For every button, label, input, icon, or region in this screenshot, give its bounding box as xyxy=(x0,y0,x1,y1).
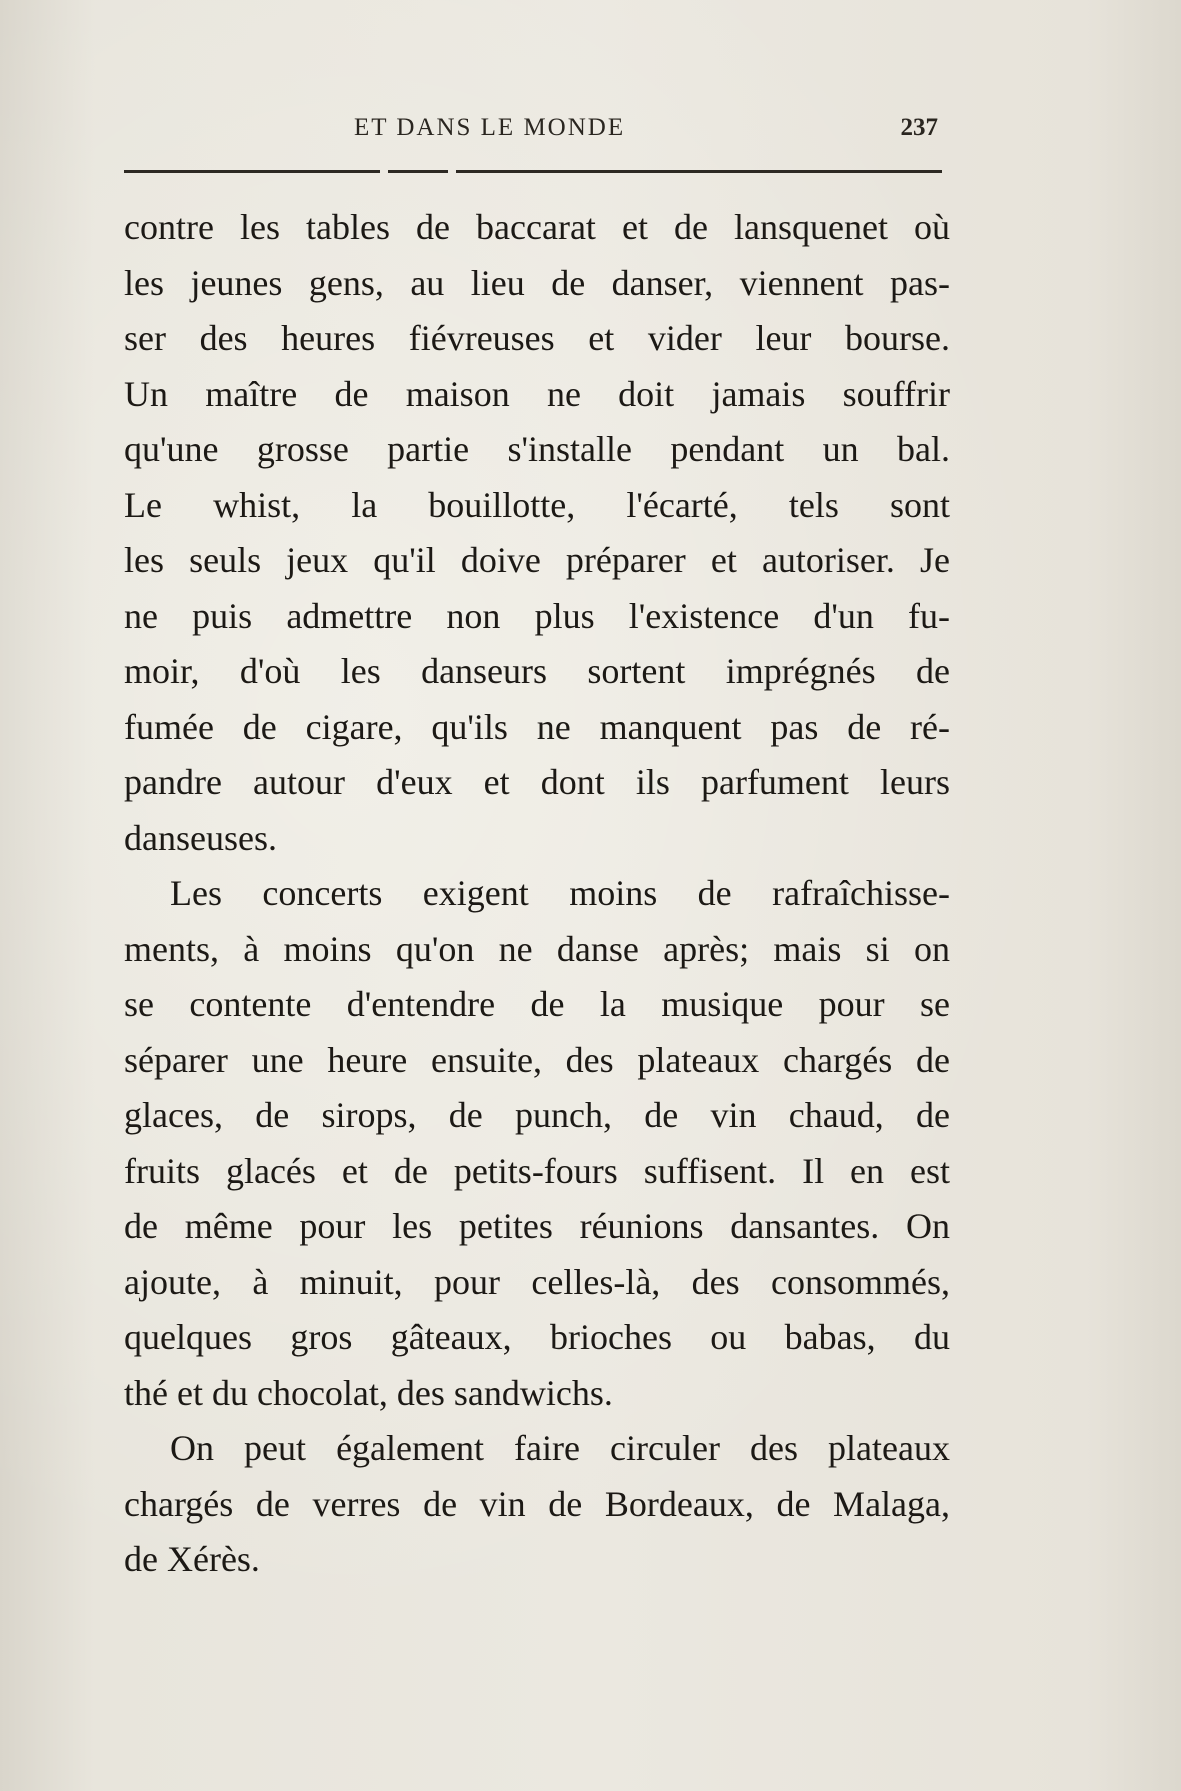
header-rule xyxy=(124,170,380,173)
text-line: fruits glacés et de petits-fours suffisent. Il en est xyxy=(124,1150,950,1191)
text-line: fumée de cigare, qu'ils ne manquent pas de ré- xyxy=(124,706,950,747)
text-line: ne puis admettre non plus l'existence d'un fu- xyxy=(124,595,950,636)
page-number: 237 xyxy=(900,114,938,141)
paragraph xyxy=(124,200,950,866)
text-line: Le whist, la bouillotte, l'écarté, tels sont xyxy=(124,484,950,525)
text-line: de même pour les petites réunions dansantes. On xyxy=(124,1206,950,1246)
body-text xyxy=(124,200,950,1588)
text-line: Les concerts exigent moins de rafraîchisse- xyxy=(170,873,950,913)
text-line: pandre autour d'eux et dont ils parfument leurs xyxy=(124,762,950,802)
text-line: ser des heures fiévreuses et vider leur bourse. xyxy=(124,318,950,358)
text-line: les jeunes gens, au lieu de danser, viennent pas- xyxy=(124,262,950,303)
paragraph xyxy=(124,866,950,1421)
text-line: chargés de verres de vin de Bordeaux, de Malaga, xyxy=(124,1483,950,1524)
text-line: On peut également faire circuler des plateaux xyxy=(170,1428,950,1468)
text-line: thé et du chocolat, des sandwichs. xyxy=(124,1372,613,1413)
text-line: les seuls jeux qu'il doive préparer et autoriser. Je xyxy=(124,540,950,580)
paragraph xyxy=(124,1421,950,1588)
text-line: de Xérès. xyxy=(124,1539,260,1579)
text-line: se contente d'entendre de la musique pour se xyxy=(124,984,950,1024)
text-line: moir, d'où les danseurs sortent imprégnés de xyxy=(124,651,950,691)
running-title: ET DANS LE MONDE xyxy=(354,114,626,141)
text-line: danseuses. xyxy=(124,817,277,858)
text-line: qu'une grosse partie s'installe pendant un bal. xyxy=(124,429,950,469)
text-line: séparer une heure ensuite, des plateaux chargés de xyxy=(124,1039,950,1080)
header-rule xyxy=(388,170,448,173)
text-line: glaces, de sirops, de punch, de vin chaud, de xyxy=(124,1095,950,1135)
header-rule xyxy=(456,170,942,173)
text-line: ments, à moins qu'on ne danse après; mais si on xyxy=(124,928,950,969)
text-line: quelques gros gâteaux, brioches ou babas, du xyxy=(124,1317,950,1357)
text-line: contre les tables de baccarat et de lansquenet où xyxy=(124,207,950,247)
text-line: ajoute, à minuit, pour celles-là, des consommés, xyxy=(124,1261,950,1302)
page-header xyxy=(124,108,942,148)
text-line: Un maître de maison ne doit jamais souffrir xyxy=(124,373,950,414)
